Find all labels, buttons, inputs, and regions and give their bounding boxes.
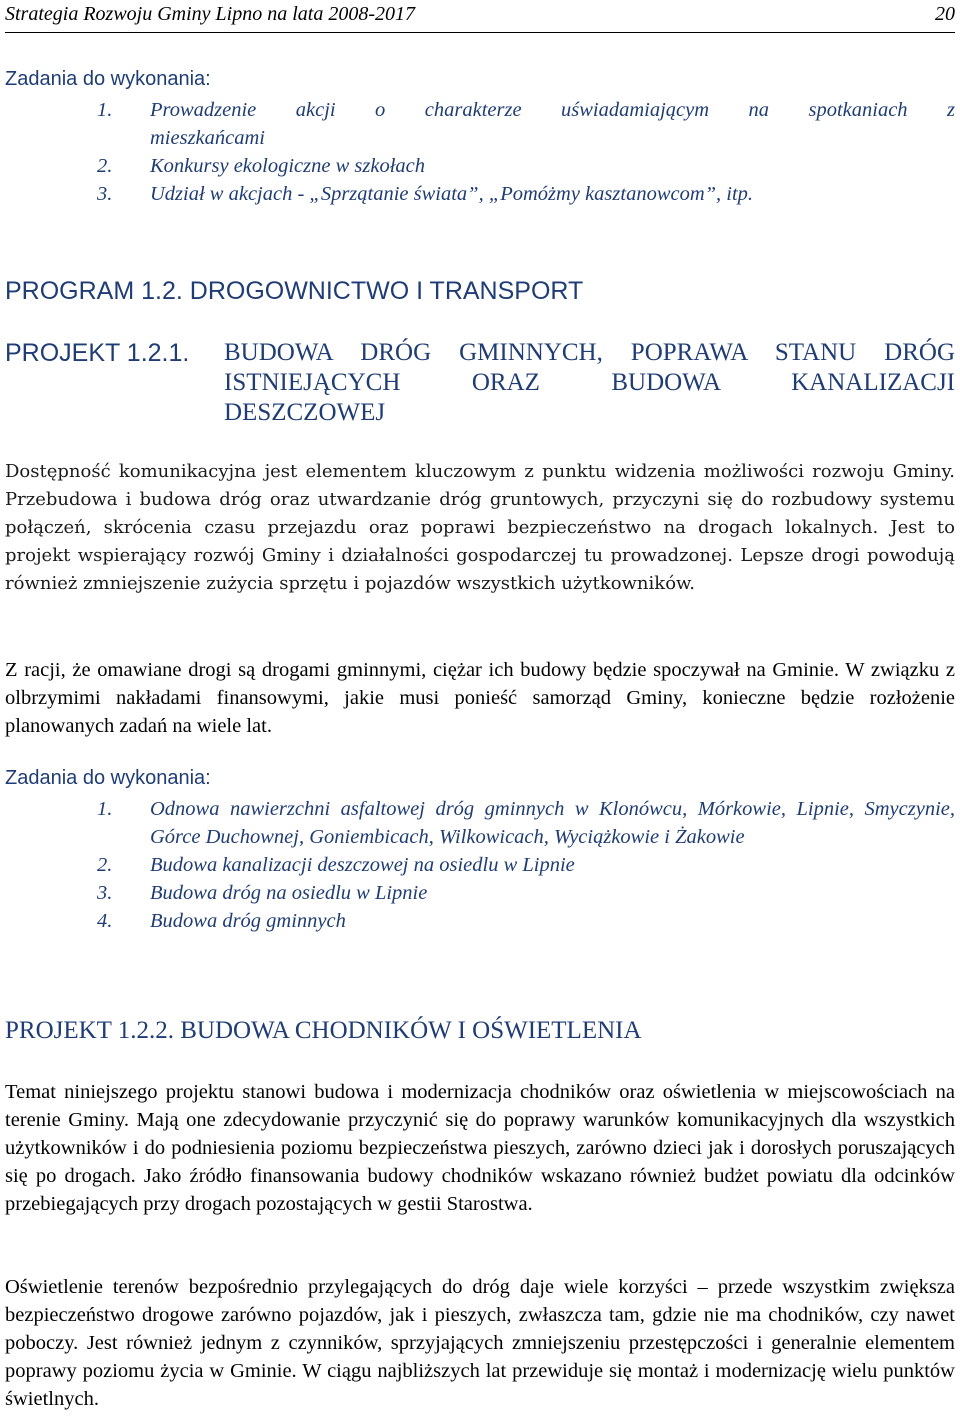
project-label: PROJEKT 1.2.1.: [5, 339, 190, 367]
task-item: [5, 152, 955, 180]
task-number: 2.: [97, 854, 113, 876]
task-number: 3.: [97, 882, 113, 904]
task-item: [5, 851, 955, 879]
task-number: 1.: [97, 798, 113, 820]
task-text: Budowa dróg na osiedlu w Lipnie: [150, 882, 428, 904]
tasks-heading: Zadania do wykonania:: [5, 68, 211, 90]
task-item: [5, 96, 955, 152]
task-number: 4.: [97, 910, 113, 932]
program-heading: PROGRAM 1.2. DROGOWNICTWO I TRANSPORT: [5, 277, 584, 305]
task-item: [5, 879, 955, 907]
task-text: Konkursy ekologiczne w szkołach: [150, 155, 425, 177]
task-text: Prowadzenie akcji o charakterze uświadamiającym na spotkaniach z mieszkańcami: [150, 99, 955, 149]
task-number: 1.: [97, 99, 113, 121]
page-header: [5, 2, 955, 33]
task-text: Udział w akcjach - „Sprzątanie świata”, „Pomóżmy kasztanowcom”, itp.: [150, 183, 754, 205]
task-item: [5, 180, 955, 208]
project-title-line: BUDOWA DRÓG GMINNYCH, POPRAWA STANU DRÓG: [224, 339, 955, 366]
project-1-2-1-heading: [5, 338, 955, 428]
task-number: 2.: [97, 155, 113, 177]
project-title-line: DESZCZOWEJ: [224, 399, 386, 426]
paragraph: Temat niniejszego projektu stanowi budowa i modernizacja chodników oraz oświetlenia w miejscowościach na terenie Gminy. Mają one zdecydowanie przyczynić się do poprawy warunków komunikacyjnych dla wszystkich użytkowników i do podniesienia poziomu bezpieczeństwa pieszych, zarówno dzieci jak i dorosłych poruszających się po drogach. Jako źródło finansowania budowy chodników wskazano również budżet powiatu dla odcinków przebiegających przy drogach pozostających w gestii Starostwa.: [5, 1081, 955, 1215]
task-item: [5, 907, 955, 935]
task-number: 3.: [97, 183, 113, 205]
task-text: Budowa dróg gminnych: [150, 910, 346, 932]
task-text: Budowa kanalizacji deszczowej na osiedlu w Lipnie: [150, 854, 575, 876]
paragraph: Z racji, że omawiane drogi są drogami gminnymi, ciężar ich budowy będzie spoczywał na Gminie. W związku z olbrzymimi nakładami finansowymi, jakie musi ponieść samorząd Gminy, konieczne będzie rozłożenie planowanych zadań na wiele lat.: [5, 659, 955, 737]
project-1-2-2-heading: PROJEKT 1.2.2. BUDOWA CHODNIKÓW I OŚWIETLENIA: [5, 1017, 642, 1044]
page-number: 20: [935, 3, 955, 25]
document-title: Strategia Rozwoju Gminy Lipno na lata 2008-2017: [5, 3, 415, 25]
project-title-line: ISTNIEJĄCYCH ORAZ BUDOWA KANALIZACJI: [224, 369, 955, 396]
project-title: [224, 338, 955, 428]
tasks-list: [5, 795, 955, 935]
paragraph: Oświetlenie terenów bezpośrednio przylegających do dróg daje wiele korzyści – przede wszystkim zwiększa bezpieczeństwo drogowe zarówno pojazdów, jak i pieszych, zwłaszcza tam, gdzie nie ma chodników, czy nawet poboczy. Jest również jednym z czynników, sprzyjających zmniejszeniu przestępczości i generalnie elementem poprawy poziomu życia w Gminie. W ciągu najbliższych lat przewiduje się montaż i modernizację wielu punktów świetlnych.: [5, 1276, 955, 1410]
task-item: [5, 795, 955, 851]
tasks-heading: Zadania do wykonania:: [5, 767, 211, 789]
task-text: Odnowa nawierzchni asfaltowej dróg gminnych w Klonówcu, Mórkowie, Lipnie, Smyczynie, Górce Duchownej, Goniembicach, Wilkowicach, Wyciążkowie i Żakowie: [150, 798, 955, 848]
tasks-list: [5, 96, 955, 208]
paragraph: Dostępność komunikacyjna jest elementem kluczowym z punktu widzenia możliwości rozwoju Gminy. Przebudowa i budowa dróg oraz utwardzanie dróg gruntowych, przyczyni się do rozbudowy systemu połączeń, skrócenia czasu przejazdu oraz poprawi bezpieczeństwo na drogach lokalnych. Jest to projekt wspierający rozwój Gminy i działalności gospodarczej tu prowadzonej. Lepsze drogi powodują również zmniejszenie zużycia sprzętu i pojazdów wszystkich użytkowników.: [5, 461, 955, 594]
